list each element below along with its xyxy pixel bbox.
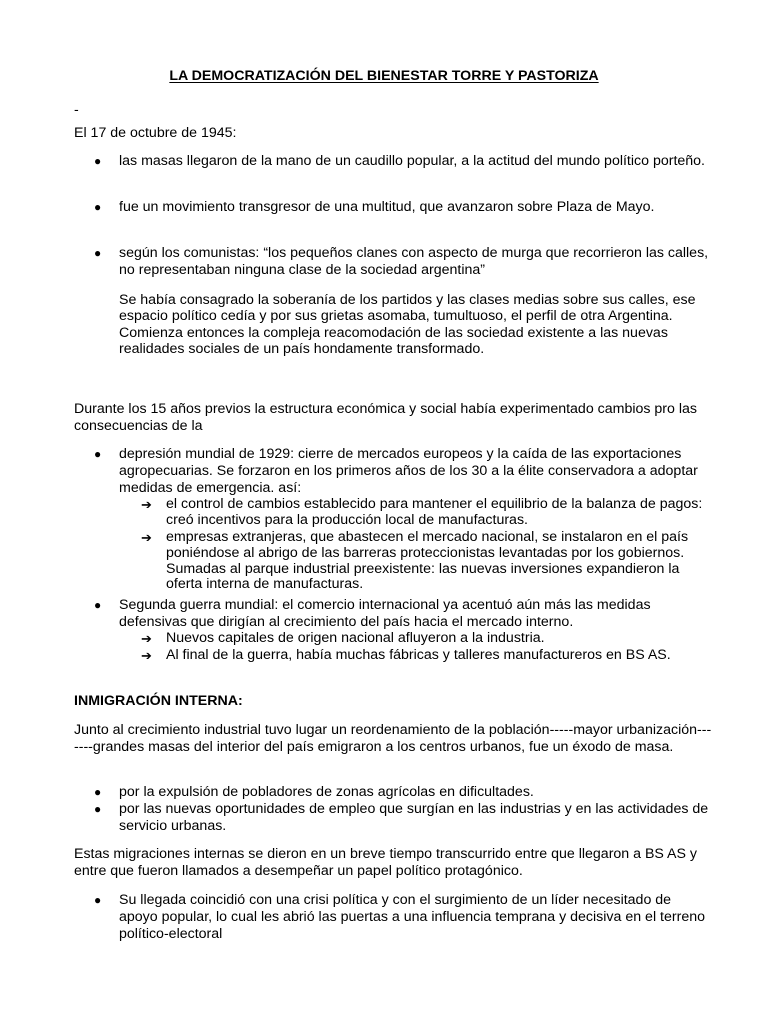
bullet-marker: ● xyxy=(94,785,102,799)
sub-list-item-text: Al final de la guerra, había muchas fábricas y talleres manufactureros en BS AS. xyxy=(166,647,671,663)
intro-line: El 17 de octubre de 1945: xyxy=(74,125,237,141)
list-item-text: las masas llegaron de la mano de un caudillo popular, a la actitud del mundo político porteño. xyxy=(119,153,706,169)
list-item-text: Segunda guerra mundial: el comercio internacional ya acentuó aún más las medidas defensivas que dirigían al crecimiento del país hacia el mercado interno. xyxy=(119,597,651,630)
arrow-icon: ➔ xyxy=(141,497,152,512)
paragraph: Estas migraciones internas se dieron en un breve tiempo transcurrido entre que llegaron a BS AS y entre que fueron llamados a desempeñar un papel político protagónico. xyxy=(74,846,698,879)
bullet-marker: ● xyxy=(94,802,102,816)
bullet-marker: ● xyxy=(94,598,102,612)
dash-line: - xyxy=(74,102,79,118)
sub-list-item-text: Nuevos capitales de origen nacional afluyeron a la industria. xyxy=(166,630,545,646)
paragraph: Junto al crecimiento industrial tuvo lugar un reordenamiento de la población-----mayor urbanización-------grandes masas del interior del país emigraron a los centros urbanos, fue un éxodo de masa. xyxy=(74,722,712,755)
list-item-text: por las nuevas oportunidades de empleo que surgían en las industrias y en las actividades de servicio urbanas. xyxy=(119,801,709,834)
list-item-text: fue un movimiento transgresor de una multitud, que avanzaron sobre Plaza de Mayo. xyxy=(119,199,655,215)
list-item-text: Su llegada coincidió con una crisi política y con el surgimiento de un líder necesitado de apoyo popular, lo cual les abrió las puertas a una influencia temprana y decisiva en el terreno político-electoral xyxy=(119,892,705,942)
list-item-text: depresión mundial de 1929: cierre de mercados europeos y la caída de las exportaciones agropecuarias. Se forzaron en los primeros años de los 30 a la élite conservadora a adoptar medidas de emergencia. así: xyxy=(119,446,698,496)
sub-list-item-text: el control de cambios establecido para mantener el equilibrio de la balanza de pagos: creó incentivos para la producción local de manufacturas. xyxy=(166,496,703,528)
section-heading: INMIGRACIÓN INTERNA: xyxy=(74,693,243,709)
arrow-icon: ➔ xyxy=(141,530,152,545)
bullet-marker: ● xyxy=(94,447,102,461)
paragraph: Durante los 15 años previos la estructura económica y social había experimentado cambios pro las consecuencias de la xyxy=(74,401,698,434)
bullet-marker: ● xyxy=(94,200,102,214)
list-item-text: por la expulsión de pobladores de zonas agrícolas en dificultades. xyxy=(119,784,534,800)
document-title: LA DEMOCRATIZACIÓN DEL BIENESTAR TORRE Y PASTORIZA xyxy=(169,68,599,84)
bullet-marker: ● xyxy=(94,246,102,260)
bullet-marker: ● xyxy=(94,893,102,907)
arrow-icon: ➔ xyxy=(141,648,152,663)
indented-paragraph: Se había consagrado la soberanía de los partidos y las clases medias sobre sus calles, ese espacio político cedía y por sus grietas asomaba, tumultuoso, el perfil de otra Argentina. Comienza entonces la compleja reacomodación de las sociedad existente a las nuevas realidades sociales de un país hondamente transformado. xyxy=(119,292,696,357)
arrow-icon: ➔ xyxy=(141,631,152,646)
bullet-marker: ● xyxy=(94,154,102,168)
list-item-text: según los comunistas: “los pequeños clanes con aspecto de murga que recorrieron las calles, no representaban ninguna clase de la sociedad argentina” xyxy=(119,245,709,278)
sub-list-item-text: empresas extranjeras, que abastecen el mercado nacional, se instalaron en el país poniéndose al abrigo de las barreras proteccionistas levantadas por los gobiernos. Sumadas al parque industrial preexistente: las nuevas inversiones expandieron la oferta interna de manufacturas. xyxy=(166,529,689,593)
